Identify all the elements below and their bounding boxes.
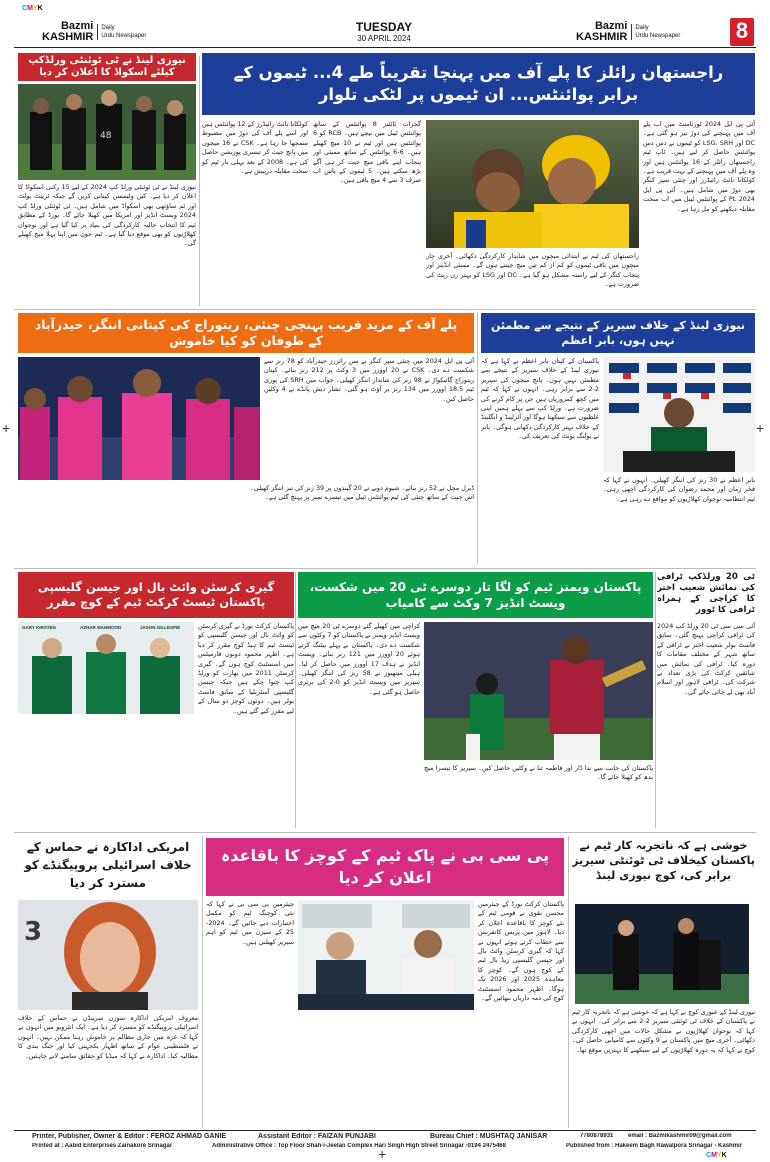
column-divider bbox=[202, 836, 203, 1128]
masthead-date-block bbox=[314, 20, 454, 43]
cmyk-mark-top: CMYK bbox=[22, 5, 43, 12]
karachi-t20-body: آئی سی سی ٹی 20 ورلڈ کپ 2024 کی ٹرافی کراچی پہنچ گئی۔ سابق فاسٹ بولر شعیب اختر نے ٹرافی کے ساتھ شہر کے مختلف مقامات کا دورہ کیا۔ ٹرافی کی نمائش میں شائقین کرکٹ کی بڑی تعداد نے شرکت کی۔ ٹرافی لاہور اور اسلام آباد بھی لے جائی جائے گی۔ bbox=[657, 622, 755, 696]
pcb-body-2: چیئرمین پی سی بی نے کہا کہ نئی کوچنگ ٹیم کو مکمل اختیارات دیے جائیں گے۔ 2024-25 کے سیزن میں ٹیم کو اہم سیریز کھیلنی ہیں۔ bbox=[206, 900, 294, 946]
column-divider bbox=[568, 836, 569, 1128]
rajasthan-col-a: آئی پی ایل 2024 ٹورنامنٹ میں اب پلے آف میں پہنچنے کی دوڑ تیز ہو گئی ہے۔ DC اور LSG، SRH کو ٹیموں نے دس دس پوائنٹس حاصل کر لیے ہیں۔ ٹاپ ٹیم راجستھان رائلز کے 16 پوائنٹس ہیں اور وہ پلے آف میں پہنچنے کے بہت قریب ہے۔ کولکاتا نائٹ رائیڈرز اور چنئی سپر کنگز بھی دوڑ میں شامل ہیں۔ آئی پی ایل 2024 PL کے پوائنٹس ٹیبل میں اب سخت مقابلہ دیکھنے کو مل رہا ہے۔ bbox=[643, 120, 755, 213]
photo-label-kirsten: GARY KIRSTEN bbox=[22, 625, 56, 630]
pcb-body-3 bbox=[298, 1014, 474, 1126]
pcb-photo bbox=[298, 900, 474, 1010]
kirsten-headline: گیری کرسٹن وائٹ بال اور جیسن گلیسپی پاکستان ٹیسٹ کرکٹ ٹیم کے کوچ مقرر bbox=[18, 572, 294, 618]
photo-label-gillespie: JASON GILLESPIE bbox=[140, 625, 181, 630]
babar-headline: نیوزی لینڈ کے خلاف سیریز کے نتیجے سے مطمئن نہیں ہوں، بابر اعظم bbox=[481, 313, 755, 353]
masthead bbox=[14, 18, 756, 48]
sarandon-body: معروف امریکی اداکارہ سوزن سرینڈن نے حماس کے خلاف اسرائیلی پروپیگنڈے کو مسترد کر دیا ہے۔ ایک انٹرویو میں انہوں نے کہا کہ غزہ میں جاری مظالم پر خاموش رہنا ممکن نہیں۔ انہوں نے فلسطینی عوام کے ساتھ اظہار یکجہتی کیا اور جنگ بندی کا مطالبہ کیا۔ اداکارہ نے کہا کہ میڈیا کو حقائق سامنے لانے چاہئیں۔ bbox=[18, 1014, 198, 1060]
csk-photo bbox=[18, 357, 260, 480]
footer-email: email : Bazmikashmir09@gmail.com bbox=[628, 1133, 732, 1139]
cmyk-mark-bottom: CMYK bbox=[706, 1152, 727, 1159]
masthead-date: 30 APRIL 2024 bbox=[357, 34, 411, 43]
footer-admin-office: Administrative Office : Top Floor Shah-i-Jeelan Complex Hari Singh High Street Srinagar -0194 2475468 bbox=[212, 1143, 506, 1149]
kirsten-body: پاکستان کرکٹ بورڈ نے گیری کرسٹن کو وائٹ بال اور جیسن گلیسپی کو ٹیسٹ ٹیم کا ہیڈ کوچ مقرر کر دیا ہے۔ اظہر محمود دونوں فارمیٹس میں اسسٹنٹ کوچ ہوں گے۔ گیری کرسٹن 2011 میں بھارت کو ورلڈ کپ جتوا چکے ہیں جبکہ جیسن گلیسپی آسٹریلیا کے سابق فاسٹ بولر ہیں۔ دونوں کوچز دو سال کے لیے مقرر کیے گئے ہیں۔ bbox=[198, 622, 294, 715]
registration-mark-right: + bbox=[756, 420, 765, 436]
divider bbox=[14, 309, 756, 310]
rajasthan-photo bbox=[426, 120, 639, 248]
nz-squad-body: نیوزی لینڈ نے ٹی ٹوئنٹی ورلڈ کپ 2024 کے لیے 15 رکنی اسکواڈ کا اعلان کر دیا ہے۔ کین ولیمسن کپتانی کریں گے جبکہ ٹرینٹ بولٹ اور ٹم ساؤتھی بھی اسکواڈ میں شامل ہیں۔ ٹی ٹوئنٹی ورلڈ کپ 2024 ویسٹ انڈیز اور امریکا میں کھیلا جائے گا۔ بورڈ کے مطابق ٹیم کا انتخاب حالیہ کارکردگی کی بنیاد پر کیا گیا ہے اور نوجوان کھلاڑیوں کو بھی موقع دیا گیا ہے۔ ٹیم جون میں اپنا پہلا میچ کھیلے گی۔ bbox=[18, 183, 196, 248]
divider bbox=[14, 568, 756, 569]
registration-mark-left: + bbox=[2, 420, 11, 436]
nz-coach-headline: خوشی ہے کہ ناتجربہ کار ٹیم نے پاکستان کیخلاف ٹی ٹوئنٹی سیریز برابر کی، کوچ نیوزی لینڈ bbox=[572, 839, 755, 882]
csk-headline: پلے آف کے مزید قریب پہنچی چنئی، ریتوراج کی کپتانی اننگز، حیدرآباد کے طوفان کو کیا خاموش bbox=[18, 313, 474, 353]
footer-assistant-editor: Assistant Editor : FAIZAN PUNJABI bbox=[258, 1133, 376, 1140]
footer-rule bbox=[14, 1130, 756, 1131]
footer-published-from: Published from : Hakeem Bagh Rawalpora Srinagar - Kashmir bbox=[566, 1143, 743, 1149]
masthead-day: TUESDAY bbox=[355, 20, 413, 34]
pcb-body: پاکستان کرکٹ بورڈ کے چیئرمین محسن نقوی نے قومی ٹیم کے نئے کوچز کا باقاعدہ اعلان کر دیا۔ لاہور میں پریس کانفرنس سے خطاب کرتے ہوئے انہوں نے کہا کہ گیری کرسٹن وائٹ بال اور جیسن گلیسپی ریڈ بال ٹیم کے کوچ ہوں گے۔ کوچز کا معاہدہ 2025 اور 2026 تک ہوگا۔ اظہر محمود اسسٹنٹ کوچ کی ذمہ داریاں نبھائیں گے۔ bbox=[478, 900, 564, 1003]
photo-label-azhar: AZHAR MAHMOOD bbox=[80, 625, 122, 630]
babar-body: پاکستان کے کپتان بابر اعظم نے کہا ہے کہ نیوزی لینڈ کے خلاف سیریز کے نتیجے سے مطمئن نہیں ہوں۔ پانچ میچوں کی سیریز 2-2 سے برابر رہی۔ انہوں نے کہا کہ ٹیم میں کچھ کمزوریاں ہیں جن پر کام کرنے کی ضرورت ہے۔ ورلڈ کپ سے پہلے ہمیں اپنی غلطیوں سے سیکھنا ہوگا اور آئرلینڈ و انگلینڈ کے خلاف بہتر کارکردگی دکھانی ہوگی۔ بابر نے بولنگ یونٹ کی تعریف کی۔ bbox=[481, 357, 599, 441]
column-divider bbox=[199, 56, 200, 306]
women-body-2: پاکستان کی جانب سے ندا ڈار اور فاطمہ ثنا نے وکٹیں حاصل کیں۔ سیریز کا تیسرا میچ بدھ کو کھیلا جائے گا۔ bbox=[424, 764, 653, 782]
footer-printer: Printer, Publisher, Owner & Editor : FEROZ AHMAD GANIE bbox=[32, 1133, 227, 1140]
footer-phone: 7780878931 bbox=[580, 1133, 614, 1139]
column-divider bbox=[655, 572, 656, 828]
masthead-brand-left: Bazmi KASHMIR Daily Urdu Newspaper bbox=[42, 20, 147, 43]
women-headline: پاکستان ویمنز ٹیم کو لگا تار دوسرے ٹی 20 میں شکست، ویسٹ انڈیز 7 وکٹ سے کامیاب bbox=[298, 572, 653, 618]
nz-coach-photo bbox=[575, 904, 749, 1004]
women-photo bbox=[424, 622, 653, 760]
nz-squad-headline: نیوزی لینڈ نے ٹی ٹوئنٹی ورلڈکپ کیلئے اسکواڈ کا اعلان کر دیا bbox=[18, 53, 196, 81]
rajasthan-col-c: گجرات ٹائٹنز 8 پوائنٹس کے ساتھ پوائنٹس ٹیبل میں نیچے ہیں۔ RCB کو 6 پوائنٹس ہیں اور ٹیم نے 10 میچ کھیلے ہیں۔ 6-6 پوائنٹس کے ساتھ ممبئی اور پنجاب اپنے باقی میچ جیت کر ہی آگے بڑھ سکتے ہیں۔ 5 ٹیموں کے پاس اب صرف 3 سے 4 میچ باقی ہیں۔ bbox=[313, 120, 421, 185]
rajasthan-headline: راجستھان رائلز کا پلے آف میں پہنچا تقریباً طے 4... ٹیموں کے برابر پوائنٹس... ان ٹیموں پر لٹکی تلوار bbox=[202, 53, 755, 115]
column-divider bbox=[295, 572, 296, 828]
column-divider bbox=[477, 312, 478, 564]
divider bbox=[14, 832, 756, 833]
footer-bureau-chief: Bureau Chief : MUSHTAQ JANISAR bbox=[430, 1133, 548, 1140]
nz-coach-body: نیوزی لینڈ کے عبوری کوچ نے کہا ہے کہ خوشی ہے کہ ناتجربہ کار ٹیم نے پاکستان کے خلاف ٹی ٹوئنٹی سیریز 2-2 سے برابر کی۔ انہوں نے کہا کہ نوجوان کھلاڑیوں نے مشکل حالات میں اچھی کارکردگی دکھائی۔ آخری میچ میں پاکستان نے 9 وکٹوں سے کامیابی حاصل کی۔ کوچ نے کہا کہ یہ دورہ کھلاڑیوں کے لیے سیکھنے کا بہترین موقع تھا۔ bbox=[572, 1008, 755, 1054]
pcb-headline: پی سی بی نے پاک ٹیم کے کوچز کا باقاعدہ اعلان کر دیا bbox=[206, 838, 564, 896]
page-number-badge: 8 bbox=[730, 18, 754, 46]
sarandon-photo bbox=[18, 900, 198, 1010]
babar-photo bbox=[603, 357, 755, 472]
footer-printed-at: Printed at : Aabid Enterprises Zainakore Srinagar bbox=[32, 1143, 173, 1149]
nz-squad-photo bbox=[18, 84, 196, 180]
svg-text:48: 48 bbox=[100, 131, 112, 141]
csk-body: آئی پی ایل 2024 میں چنئی سپر کنگز نے سن رائزرز حیدرآباد کو 78 رنز سے شکست دے دی۔ CSK نے 20 اوورز میں 3 وکٹ پر 212 رنز بنائے۔ کپتان ریتوراج گائیکواڑ نے 98 رنز کی شاندار اننگز کھیلی۔ جواب میں SRH کی پوری ٹیم 18.5 اوورز میں 134 رنز پر آؤٹ ہو گئی۔ تشار دیش پانڈے نے 4 وکٹیں حاصل کیں۔ bbox=[264, 357, 474, 403]
sarandon-headline: امریکی اداکارہ نے حماس کے خلاف اسرائیلی پروپیگنڈے کو مسترد کر دیا bbox=[24, 840, 192, 890]
svg-text:3: 3 bbox=[24, 917, 43, 947]
csk-body-2: ڈیرل مچل نے 52 رنز بنائے۔ شیوم دوبے نے 20 گیندوں پر 39 رنز کی تیز اننگز کھیلی۔ اس جیت کے ساتھ چنئی کی ٹیم پوائنٹس ٹیبل میں تیسرے نمبر پر پہنچ گئی ہے۔ bbox=[250, 484, 474, 502]
babar-body-2: بابر اعظم نے 30 رنز کی اننگز کھیلی۔ انہوں نے کہا کہ فخر زمان اور محمد رضوان کی کارکردگی اچھی رہی۔ ٹیم انتظامیہ نوجوان کھلاڑیوں کو مواقع دے رہی ہے۔ bbox=[603, 476, 755, 503]
kirsten-photo bbox=[18, 622, 194, 714]
kirsten-body-extra bbox=[18, 718, 194, 827]
masthead-brand-right: Bazmi KASHMIR Daily Urdu Newspaper bbox=[576, 20, 681, 43]
rajasthan-col-d: کولکاتا نائٹ رائیڈرز کے 12 پوائنٹس ہیں اور اسے پلے آف کی دوڑ میں مضبوط سمجھا جا رہا ہے۔ CSK نے 16 میچوں میں پانچ جیت کر تیسری پوزیشن حاصل کی ہے۔ 2008 کے بعد پہلی بار ٹیم کو سخت مقابلہ درپیش ہے۔ bbox=[202, 120, 308, 176]
karachi-t20-headline: ٹی 20 ورلڈکپ ٹرافی کی نمائش شعیب اختر کا کراچی کے ہمراہ ٹرافی کا ٹوور bbox=[657, 572, 755, 615]
footer bbox=[18, 1133, 755, 1153]
rajasthan-col-b: راجستھان کی ٹیم نے ابتدائی میچوں میں شاندار کارکردگی دکھائی۔ آخری چار میچوں میں باقی ٹیموں کو کم از کم تین میچ جیتنے ہوں گے۔ ممبئی انڈینز اور پنجاب کنگز کے لیے راستہ مشکل ہو گیا ہے۔ DC اور LSG کو بہتر رن ریٹ کی ضرورت ہے۔ bbox=[426, 252, 639, 289]
women-body: کراچی میں کھیلے گئے دوسرے ٹی 20 میچ میں ویسٹ انڈیز ویمنز نے پاکستان کو 7 وکٹوں سے شکست دے دی۔ پاکستان نے پہلے بیٹنگ کرتے ہوئے 20 اوورز میں 121 رنز بنائے۔ ویسٹ انڈیز نے ہدف 17 اوورز میں حاصل کر لیا۔ ہیلی میتھیوز نے 58 رنز کی اننگز کھیلی۔ سیریز میں ویسٹ انڈیز کو 0-2 کی برتری حاصل ہو گئی ہے۔ bbox=[298, 622, 420, 696]
registration-mark-bottom: + bbox=[378, 1146, 387, 1162]
